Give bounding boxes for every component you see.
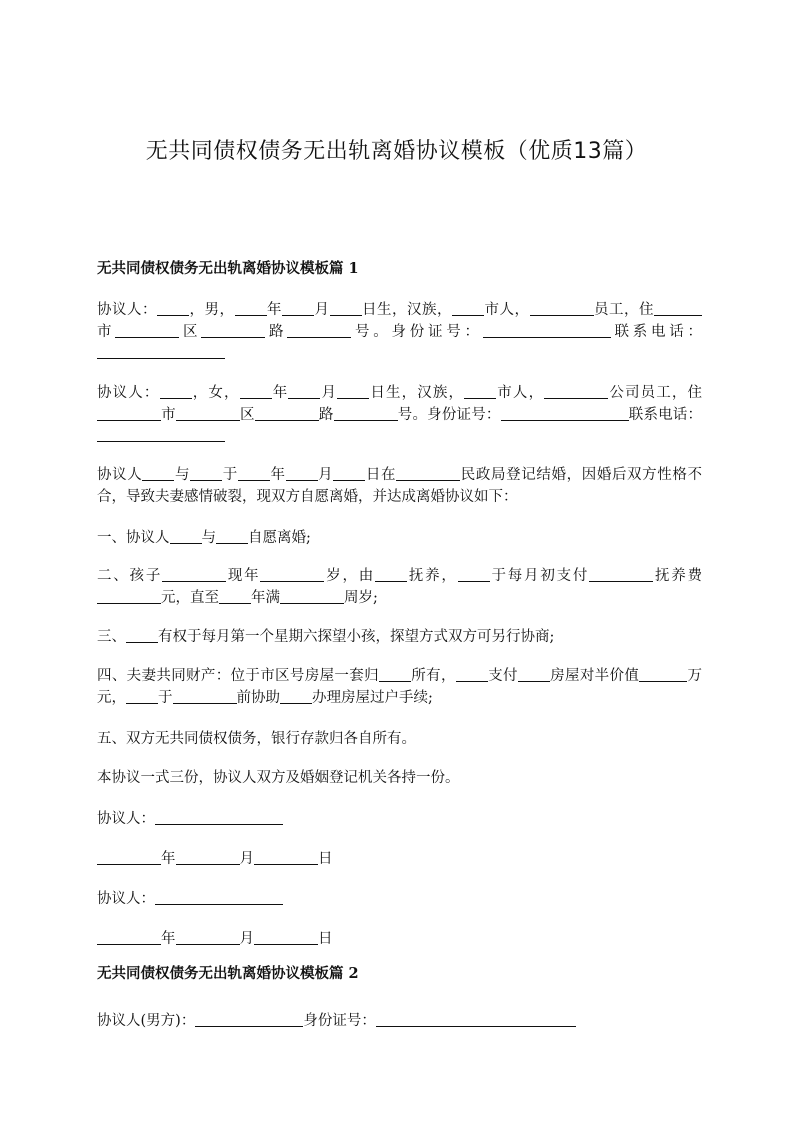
blank-field — [288, 383, 320, 399]
text: 员工，住 — [593, 302, 654, 318]
clause-1 — [97, 527, 311, 549]
blank-field — [162, 566, 226, 582]
blank-field — [396, 465, 460, 481]
text: 前协助 — [236, 689, 280, 706]
text: 身份证号： — [303, 1013, 376, 1029]
party-male-id-line — [97, 1010, 576, 1032]
text: 协议人： — [97, 385, 160, 401]
blank-field — [654, 300, 702, 316]
day-label: 日 — [318, 931, 333, 947]
blank-field — [286, 465, 318, 481]
text: 路 — [265, 323, 288, 340]
text: 协议人： — [97, 302, 157, 318]
blank-field — [589, 566, 653, 582]
text: 联系电话： — [610, 323, 702, 340]
text: 市人， — [496, 385, 545, 401]
blank-field — [201, 322, 265, 338]
blank-field — [518, 666, 550, 682]
date-line-1 — [97, 848, 333, 870]
text: 于每月初支付 — [489, 568, 590, 584]
blank-field — [97, 849, 161, 865]
text: 年 — [271, 385, 289, 401]
text: 协议人 — [97, 467, 143, 483]
text: 年 — [266, 302, 282, 318]
text: 办理房屋过户手续; — [312, 689, 433, 706]
document-title: 无共同债权债务无出轨离婚协议模板（优质13篇） — [145, 139, 648, 164]
marriage-paragraph — [97, 465, 702, 508]
month-label: 月 — [239, 851, 254, 867]
clause-2 — [97, 566, 702, 609]
blank-field — [176, 849, 240, 865]
copies-statement: 本协议一式三份，协议人双方及婚姻登记机关各持一份。 — [97, 770, 460, 786]
blank-field — [238, 465, 270, 481]
text: 日在 — [365, 467, 397, 483]
blank-field — [464, 383, 496, 399]
text: 有权于每月第一个星期六探望小孩，探望方式双方可另行协商; — [158, 629, 555, 645]
blank-field — [280, 588, 344, 604]
blank-field — [333, 465, 365, 481]
signature-line-1 — [97, 808, 283, 830]
text: 路 — [318, 406, 334, 423]
text: 元，直至 — [161, 589, 219, 606]
text: 周岁; — [344, 589, 378, 606]
clause-5: 五、双方无共同债权债务，银行存款归各自所有。 — [97, 731, 416, 747]
text: 房屋对半价值 — [549, 668, 640, 684]
blank-field — [216, 528, 248, 544]
blank-field — [375, 566, 407, 582]
blank-field — [530, 300, 594, 316]
text: 与 — [201, 530, 216, 546]
blank-field — [160, 383, 192, 399]
blank-field — [337, 383, 369, 399]
blank-field — [97, 405, 161, 421]
text: 一、协议人 — [97, 530, 170, 546]
blank-field — [456, 666, 488, 682]
text: 三、 — [97, 629, 126, 645]
blank-field — [173, 688, 237, 704]
text: 自愿离婚; — [248, 530, 311, 546]
text: 协议人(男方)： — [97, 1013, 196, 1029]
blank-field — [639, 666, 687, 682]
text: 年 — [269, 467, 286, 483]
signature-line-2 — [97, 888, 283, 910]
text: 抚养费 — [653, 568, 703, 584]
month-label: 月 — [239, 931, 254, 947]
text: 日生，汉族， — [369, 385, 465, 401]
text: 联系电话： — [628, 406, 703, 423]
blank-field — [255, 405, 319, 421]
text: 市 — [161, 406, 176, 423]
section-heading-1: 无共同债权债务无出轨离婚协议模板篇 1 — [97, 260, 359, 277]
year-label: 年 — [161, 931, 176, 947]
blank-field — [97, 929, 161, 945]
blank-field — [190, 465, 222, 481]
blank-field — [219, 588, 251, 604]
text: ，女， — [191, 385, 240, 401]
blank-field — [501, 405, 629, 421]
blank-field — [157, 300, 189, 316]
blank-field — [240, 383, 272, 399]
signature-label: 协议人： — [97, 811, 155, 827]
signature-blank — [155, 809, 283, 825]
text: 月 — [314, 302, 330, 318]
blank-field — [254, 849, 318, 865]
text: 抚养， — [407, 568, 458, 584]
signature-label: 协议人： — [97, 891, 155, 907]
blank-field — [142, 465, 174, 481]
text: 号。身份证号： — [397, 406, 501, 423]
blank-field — [195, 1011, 303, 1027]
clause-4 — [97, 666, 702, 709]
text: 月 — [317, 467, 334, 483]
text: 区 — [179, 323, 202, 340]
blank-field — [97, 426, 225, 442]
blank-field — [334, 405, 398, 421]
text: 于 — [158, 689, 173, 706]
text: 民政局登记结婚，因婚后双方性格不合，导致夫妻感情破裂，现双方自愿离婚，并达成离婚协议如下： — [97, 467, 703, 505]
text: 公司员工，住 — [608, 385, 703, 401]
text: 市人， — [484, 302, 530, 318]
year-label: 年 — [161, 851, 176, 867]
blank-field — [458, 566, 490, 582]
blank-field — [282, 300, 314, 316]
blank-field — [126, 627, 158, 643]
text: 与 — [174, 467, 191, 483]
text: 区 — [239, 406, 255, 423]
blank-field — [176, 405, 240, 421]
party-female-paragraph — [97, 383, 702, 448]
blank-field — [379, 666, 411, 682]
blank-field — [176, 929, 240, 945]
blank-field — [235, 300, 267, 316]
party-male-paragraph — [97, 300, 702, 365]
blank-field — [287, 322, 351, 338]
blank-field — [483, 322, 611, 338]
text: 岁，由 — [324, 568, 376, 584]
text: 日生，汉族， — [361, 302, 452, 318]
blank-field — [452, 300, 484, 316]
text: 于 — [222, 467, 238, 483]
blank-field — [544, 383, 608, 399]
text: 年满 — [251, 589, 280, 606]
text: 万元， — [97, 668, 703, 706]
blank-field — [170, 528, 202, 544]
text: ，男， — [189, 302, 235, 318]
text: 市 — [97, 323, 116, 340]
date-line-2 — [97, 928, 333, 950]
text: 四、夫妻共同财产：位于市区号房屋一套归 — [97, 668, 379, 684]
blank-field — [254, 929, 318, 945]
signature-blank — [155, 889, 283, 905]
text: 支付 — [487, 668, 518, 684]
text: 二、孩子 — [97, 568, 163, 584]
text: 号。身份证号： — [351, 323, 483, 340]
text: 所有， — [410, 668, 456, 684]
clause-3 — [97, 626, 554, 648]
blank-field — [280, 688, 312, 704]
blank-field — [330, 300, 362, 316]
section-heading-2: 无共同债权债务无出轨离婚协议模板篇 2 — [97, 965, 359, 982]
blank-field — [97, 343, 225, 359]
blank-field — [260, 566, 324, 582]
text: 月 — [320, 385, 338, 401]
day-label: 日 — [318, 851, 333, 867]
blank-field — [376, 1011, 576, 1027]
text: 现年 — [226, 568, 261, 584]
blank-field — [126, 688, 158, 704]
blank-field — [115, 322, 179, 338]
blank-field — [97, 588, 161, 604]
